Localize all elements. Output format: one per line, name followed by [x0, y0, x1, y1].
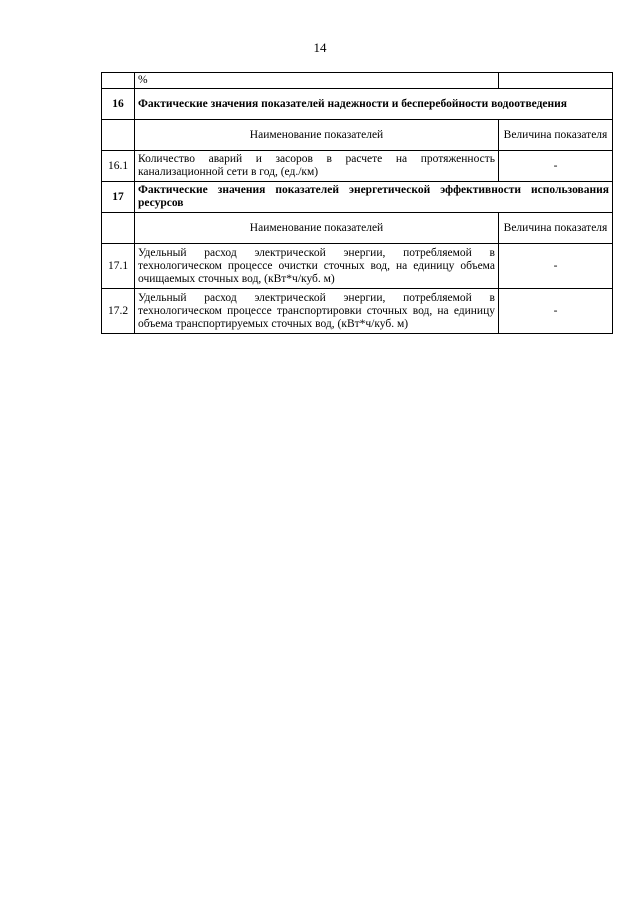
row-number-cell: 17.2	[102, 289, 135, 334]
column-header-row	[102, 120, 613, 151]
empty-cell	[102, 213, 135, 244]
column-header-name: Наименование показателей	[135, 120, 499, 151]
section-number: 16	[102, 89, 135, 120]
indicators-table	[101, 72, 613, 334]
row-number-cell	[102, 73, 135, 89]
row-number-cell: 16.1	[102, 151, 135, 182]
section-number: 17	[102, 182, 135, 213]
row-value-cell	[499, 73, 613, 89]
empty-cell	[102, 120, 135, 151]
row-value-cell: -	[499, 244, 613, 289]
column-header-name: Наименование показателей	[135, 213, 499, 244]
section-title: Фактические значения показателей надежности и бесперебойности водоотведения	[135, 89, 613, 120]
section-row-17	[102, 182, 613, 213]
row-name-cell: Удельный расход электрической энергии, потребляемой в технологическом процессе очистки сточных вод, на единицу объема очищаемых сточных вод, (кВт*ч/куб. м)	[135, 244, 499, 289]
row-value-cell: -	[499, 289, 613, 334]
page-number: 14	[313, 40, 327, 55]
row-value-cell: -	[499, 151, 613, 182]
table-row	[102, 244, 613, 289]
column-header-value: Величина показателя	[499, 213, 613, 244]
row-name-cell: Количество аварий и засоров в расчете на протяженность канализационной сети в год, (ед./км)	[135, 151, 499, 182]
section-row-16	[102, 89, 613, 120]
column-header-value: Величина показателя	[499, 120, 613, 151]
section-title: Фактические значения показателей энергетической эффективности использования ресурсов	[135, 182, 613, 213]
row-name-cell: Удельный расход электрической энергии, потребляемой в технологическом процессе транспортировки сточных вод, на единицу объема транспортируемых сточных вод, (кВт*ч/куб. м)	[135, 289, 499, 334]
table-row	[102, 73, 613, 89]
column-header-row	[102, 213, 613, 244]
table-row	[102, 151, 613, 182]
table-row	[102, 289, 613, 334]
row-name-cell: %	[135, 73, 499, 89]
row-number-cell: 17.1	[102, 244, 135, 289]
